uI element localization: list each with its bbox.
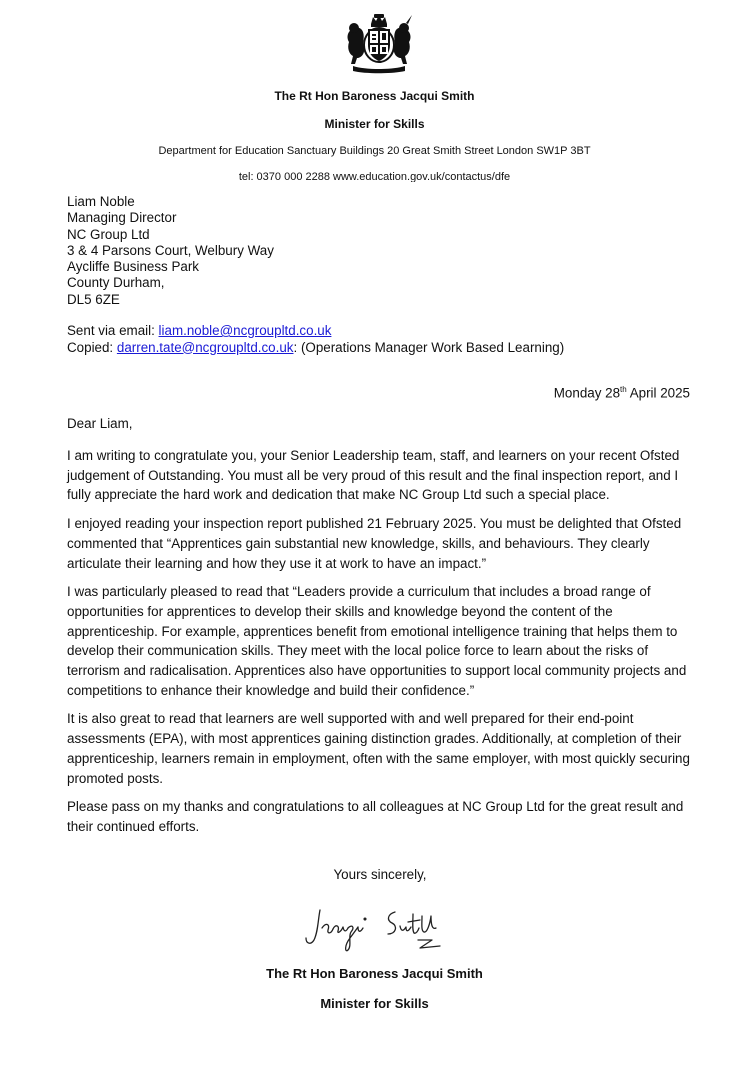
recipient-address bbox=[67, 194, 274, 308]
body-paragraph: I enjoyed reading your inspection report published 21 February 2025. You must be delighted that Ofsted commented that “Apprentices gain substantial new knowledge, skills, and behaviours. They clearly articulate their learning and how they use it at work to have an impact.” bbox=[67, 516, 682, 571]
copied-email-link[interactable]: darren.tate@ncgroupltd.co.uk bbox=[116, 339, 294, 355]
recipient-line: Aycliffe Business Park bbox=[67, 259, 199, 275]
recipient-email-link[interactable]: liam.noble@ncgroupltd.co.uk bbox=[158, 323, 332, 338]
letter-body bbox=[67, 446, 697, 846]
sender-role: Minister for Skills bbox=[324, 117, 425, 131]
closing: Yours sincerely, bbox=[333, 867, 427, 882]
copied-note: : (Operations Manager Work Based Learning) bbox=[293, 339, 565, 355]
body-paragraph: I am writing to congratulate you, your Senior Leadership team, staff, and learners on your recent Ofsted judgement of Outstanding. You must all be very proud of this result and the final inspection report, and I fully appreciate the hard work and dedication that make NC Group Ltd such a special place. bbox=[67, 448, 680, 503]
recipient-line: County Durham, bbox=[67, 275, 165, 291]
recipient-line: Liam Noble bbox=[67, 194, 135, 209]
date-day: Monday 28 bbox=[553, 385, 621, 401]
sent-line bbox=[67, 323, 564, 340]
handwritten-signature bbox=[300, 898, 455, 960]
signatory-name: The Rt Hon Baroness Jacqui Smith bbox=[266, 966, 483, 981]
body-paragraph: It is also great to read that learners are well supported with and well prepared for their end-point assessments (EPA), with most apprentices gaining distinction grades. Additionally, at completion of their apprenticeship, learners remain in employment, often with the same employer, with most quickly securing promoted posts. bbox=[67, 711, 690, 786]
recipient-line: Managing Director bbox=[67, 210, 177, 226]
date-rest: April 2025 bbox=[626, 385, 690, 401]
sender-name: The Rt Hon Baroness Jacqui Smith bbox=[274, 89, 475, 103]
date-suffix: th bbox=[620, 385, 627, 394]
letter-date bbox=[554, 385, 690, 400]
royal-coat-of-arms-icon bbox=[345, 12, 413, 74]
email-details bbox=[67, 323, 564, 356]
body-paragraph: I was particularly pleased to read that “Leaders provide a curriculum that includes a broad range of opportunities for apprentices to develop their skills and knowledge beyond the content of the apprenticeship. For example, apprentices benefit from emotional intelligence training that helps them to develop their communication skills. They meet with the local police force to learn about the risks of terrorism and radicalisation. Apprentices also have opportunities to support local community projects and competitions to enhance their knowledge and build their confidence.” bbox=[67, 584, 687, 698]
recipient-line: DL5 6ZE bbox=[67, 291, 120, 307]
department-address: Department for Education Sanctuary Buildings 20 Great Smith Street London SW1P 3BT bbox=[158, 145, 591, 157]
salutation: Dear Liam, bbox=[67, 416, 133, 431]
copied-line bbox=[67, 340, 564, 357]
department-contact: tel: 0370 000 2288 www.education.gov.uk/contactus/dfe bbox=[238, 171, 511, 182]
recipient-line: NC Group Ltd bbox=[67, 226, 150, 242]
sent-label: Sent via email: bbox=[67, 323, 159, 338]
body-paragraph: Please pass on my thanks and congratulations to all colleagues at NC Group Ltd for the great result and their continued efforts. bbox=[67, 799, 684, 834]
recipient-line: 3 & 4 Parsons Court, Welbury Way bbox=[67, 242, 274, 258]
copied-label: Copied: bbox=[67, 339, 117, 355]
signatory-role: Minister for Skills bbox=[320, 996, 429, 1011]
